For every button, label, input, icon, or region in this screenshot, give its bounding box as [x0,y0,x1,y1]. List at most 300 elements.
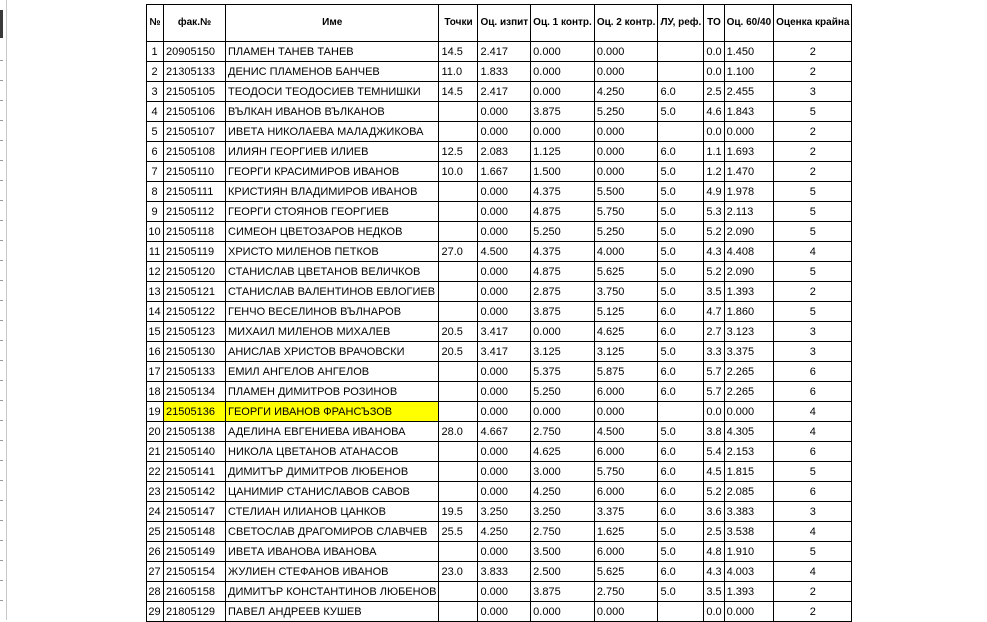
lab-ref-cell[interactable]: 5.0 [658,282,704,302]
student-name-cell[interactable]: ЖУЛИЕН СТЕФАНОВ ИВАНОВ [226,562,439,582]
grade-60-40-cell[interactable]: 2.153 [724,442,774,462]
student-name-cell[interactable]: АНИСЛАВ ХРИСТОВ ВРАЧОВСКИ [226,342,439,362]
row-number[interactable]: 10 [147,222,164,242]
student-name-cell[interactable]: ХРИСТО МИЛЕНОВ ПЕТКОВ [226,242,439,262]
to-cell[interactable]: 0.0 [704,42,724,62]
points-cell[interactable]: 14.5 [439,42,478,62]
faculty-number-cell[interactable]: 21505112 [164,202,226,222]
exam-grade-cell[interactable]: 4.667 [478,422,531,442]
faculty-number-cell[interactable]: 21505111 [164,182,226,202]
faculty-number-cell[interactable]: 21505136 [164,402,226,422]
faculty-number-cell[interactable]: 21505147 [164,502,226,522]
row-number[interactable]: 25 [147,522,164,542]
control-1-cell[interactable]: 2.500 [531,562,595,582]
row-number[interactable]: 27 [147,562,164,582]
control-1-cell[interactable]: 3.125 [531,342,595,362]
control-2-cell[interactable]: 4.625 [594,322,658,342]
control-2-cell[interactable]: 4.000 [594,242,658,262]
control-1-cell[interactable]: 2.750 [531,422,595,442]
points-cell[interactable]: 19.5 [439,502,478,522]
lab-ref-cell[interactable]: 5.0 [658,582,704,602]
control-2-cell[interactable]: 2.750 [594,582,658,602]
final-grade-cell[interactable]: 2 [774,122,852,142]
grade-60-40-cell[interactable]: 1.693 [724,142,774,162]
student-name-cell[interactable]: СТЕЛИАН ИЛИАНОВ ЦАНКОВ [226,502,439,522]
student-name-cell[interactable]: ДЕНИС ПЛАМЕНОВ БАНЧЕВ [226,62,439,82]
faculty-number-cell[interactable]: 21505110 [164,162,226,182]
control-2-cell[interactable]: 5.875 [594,362,658,382]
exam-grade-cell[interactable]: 0.000 [478,302,531,322]
to-cell[interactable]: 1.1 [704,142,724,162]
final-grade-cell[interactable]: 4 [774,422,852,442]
grade-60-40-cell[interactable]: 4.003 [724,562,774,582]
to-cell[interactable]: 3.8 [704,422,724,442]
faculty-number-cell[interactable]: 21505106 [164,102,226,122]
row-number[interactable]: 13 [147,282,164,302]
exam-grade-cell[interactable]: 0.000 [478,542,531,562]
student-name-cell[interactable]: ИЛИЯН ГЕОРГИЕВ ИЛИЕВ [226,142,439,162]
control-2-cell[interactable]: 0.000 [594,602,658,622]
control-2-cell[interactable]: 5.250 [594,102,658,122]
control-1-cell[interactable]: 3.500 [531,542,595,562]
student-name-cell[interactable]: ГЕОРГИ СТОЯНОВ ГЕОРГИЕВ [226,202,439,222]
exam-grade-cell[interactable]: 0.000 [478,442,531,462]
grade-60-40-cell[interactable]: 4.408 [724,242,774,262]
exam-grade-cell[interactable]: 3.833 [478,562,531,582]
faculty-number-cell[interactable]: 21505142 [164,482,226,502]
to-cell[interactable]: 3.6 [704,502,724,522]
control-1-cell[interactable]: 0.000 [531,122,595,142]
grade-60-40-cell[interactable]: 2.265 [724,362,774,382]
final-grade-cell[interactable]: 4 [774,242,852,262]
final-grade-cell[interactable]: 5 [774,102,852,122]
student-name-cell[interactable]: ЦАНИМИР СТАНИСЛАВОВ САВОВ [226,482,439,502]
row-number[interactable]: 29 [147,602,164,622]
grade-60-40-cell[interactable]: 1.910 [724,542,774,562]
lab-ref-cell[interactable] [658,122,704,142]
exam-grade-cell[interactable]: 2.417 [478,82,531,102]
final-grade-cell[interactable]: 4 [774,522,852,542]
row-number[interactable]: 3 [147,82,164,102]
points-cell[interactable] [439,182,478,202]
student-name-cell[interactable]: ДИМИТЪР КОНСТАНТИНОВ ЛЮБЕНОВ [226,582,439,602]
student-name-cell[interactable]: НИКОЛА ЦВЕТАНОВ АТАНАСОВ [226,442,439,462]
control-1-cell[interactable]: 1.125 [531,142,595,162]
exam-grade-cell[interactable]: 0.000 [478,262,531,282]
final-grade-cell[interactable]: 3 [774,82,852,102]
to-cell[interactable]: 0.0 [704,602,724,622]
faculty-number-cell[interactable]: 21505118 [164,222,226,242]
header-final-grade[interactable]: Оценка крайна [774,5,852,42]
student-name-cell[interactable]: ИВЕТА НИКОЛАЕВА МАЛАДЖИКОВА [226,122,439,142]
lab-ref-cell[interactable]: 6.0 [658,322,704,342]
control-1-cell[interactable]: 3.875 [531,582,595,602]
control-1-cell[interactable]: 0.000 [531,402,595,422]
header-faculty-number[interactable]: фак.№ [164,5,226,42]
faculty-number-cell[interactable]: 21805129 [164,602,226,622]
final-grade-cell[interactable]: 5 [774,202,852,222]
final-grade-cell[interactable]: 6 [774,382,852,402]
control-2-cell[interactable]: 5.625 [594,562,658,582]
grade-60-40-cell[interactable]: 2.090 [724,222,774,242]
points-cell[interactable]: 27.0 [439,242,478,262]
grade-60-40-cell[interactable]: 0.000 [724,602,774,622]
lab-ref-cell[interactable]: 5.0 [658,522,704,542]
points-cell[interactable]: 20.5 [439,322,478,342]
exam-grade-cell[interactable]: 4.500 [478,242,531,262]
to-cell[interactable]: 5.7 [704,362,724,382]
control-1-cell[interactable]: 3.875 [531,102,595,122]
points-cell[interactable] [439,402,478,422]
lab-ref-cell[interactable] [658,602,704,622]
to-cell[interactable]: 3.3 [704,342,724,362]
grade-60-40-cell[interactable]: 1.978 [724,182,774,202]
row-number[interactable]: 14 [147,302,164,322]
points-cell[interactable]: 12.5 [439,142,478,162]
to-cell[interactable]: 4.5 [704,462,724,482]
faculty-number-cell[interactable]: 21505121 [164,282,226,302]
header-points[interactable]: Точки [439,5,478,42]
points-cell[interactable] [439,442,478,462]
row-number[interactable]: 2 [147,62,164,82]
student-name-cell[interactable]: ПЛАМЕН ТАНЕВ ТАНЕВ [226,42,439,62]
control-1-cell[interactable]: 2.750 [531,522,595,542]
faculty-number-cell[interactable]: 21505130 [164,342,226,362]
final-grade-cell[interactable]: 5 [774,222,852,242]
faculty-number-cell[interactable]: 21305133 [164,62,226,82]
grade-60-40-cell[interactable]: 1.815 [724,462,774,482]
control-1-cell[interactable]: 0.000 [531,322,595,342]
final-grade-cell[interactable]: 2 [774,602,852,622]
exam-grade-cell[interactable]: 3.417 [478,322,531,342]
exam-grade-cell[interactable]: 0.000 [478,362,531,382]
final-grade-cell[interactable]: 2 [774,142,852,162]
control-2-cell[interactable]: 5.625 [594,262,658,282]
row-number[interactable]: 19 [147,402,164,422]
row-number[interactable]: 9 [147,202,164,222]
student-name-cell[interactable]: ЕМИЛ АНГЕЛОВ АНГЕЛОВ [226,362,439,382]
lab-ref-cell[interactable]: 6.0 [658,482,704,502]
points-cell[interactable] [439,302,478,322]
exam-grade-cell[interactable]: 0.000 [478,202,531,222]
points-cell[interactable]: 25.5 [439,522,478,542]
grade-60-40-cell[interactable]: 1.100 [724,62,774,82]
exam-grade-cell[interactable]: 3.417 [478,342,531,362]
control-1-cell[interactable]: 4.375 [531,242,595,262]
exam-grade-cell[interactable]: 1.833 [478,62,531,82]
final-grade-cell[interactable]: 3 [774,342,852,362]
control-1-cell[interactable]: 2.875 [531,282,595,302]
exam-grade-cell[interactable]: 0.000 [478,602,531,622]
student-name-cell[interactable]: МИХАИЛ МИЛЕНОВ МИХАЛЕВ [226,322,439,342]
final-grade-cell[interactable]: 6 [774,482,852,502]
points-cell[interactable] [439,222,478,242]
control-2-cell[interactable]: 1.625 [594,522,658,542]
student-name-cell[interactable]: АДЕЛИНА ЕВГЕНИЕВА ИВАНОВА [226,422,439,442]
row-number[interactable]: 23 [147,482,164,502]
control-1-cell[interactable]: 1.500 [531,162,595,182]
faculty-number-cell[interactable]: 21505138 [164,422,226,442]
points-cell[interactable] [439,482,478,502]
exam-grade-cell[interactable]: 1.667 [478,162,531,182]
to-cell[interactable]: 5.7 [704,382,724,402]
control-1-cell[interactable]: 0.000 [531,602,595,622]
to-cell[interactable]: 0.0 [704,62,724,82]
row-number[interactable]: 7 [147,162,164,182]
to-cell[interactable]: 5.2 [704,262,724,282]
grade-60-40-cell[interactable]: 2.455 [724,82,774,102]
to-cell[interactable]: 4.3 [704,242,724,262]
lab-ref-cell[interactable]: 5.0 [658,182,704,202]
faculty-number-cell[interactable]: 21505122 [164,302,226,322]
lab-ref-cell[interactable]: 6.0 [658,382,704,402]
row-number[interactable]: 16 [147,342,164,362]
header-grade-60-40[interactable]: Оц. 60/40 [724,5,774,42]
grade-60-40-cell[interactable]: 3.383 [724,502,774,522]
to-cell[interactable]: 5.3 [704,202,724,222]
control-2-cell[interactable]: 6.000 [594,442,658,462]
student-name-cell[interactable]: ГЕОРГИ КРАСИМИРОВ ИВАНОВ [226,162,439,182]
control-2-cell[interactable]: 3.125 [594,342,658,362]
to-cell[interactable]: 0.0 [704,122,724,142]
to-cell[interactable]: 4.7 [704,302,724,322]
control-1-cell[interactable]: 5.250 [531,382,595,402]
exam-grade-cell[interactable]: 0.000 [478,462,531,482]
grade-60-40-cell[interactable]: 3.538 [724,522,774,542]
lab-ref-cell[interactable]: 5.0 [658,262,704,282]
header-control-2[interactable]: Оц. 2 контр. [594,5,658,42]
student-name-cell[interactable]: ГЕОРГИ ИВАНОВ ФРАНСЪЗОВ [226,402,439,422]
lab-ref-cell[interactable]: 5.0 [658,242,704,262]
control-2-cell[interactable]: 6.000 [594,382,658,402]
header-lab-ref[interactable]: ЛУ, реф. [658,5,704,42]
control-2-cell[interactable]: 5.750 [594,202,658,222]
points-cell[interactable] [439,582,478,602]
to-cell[interactable]: 5.4 [704,442,724,462]
row-number[interactable]: 12 [147,262,164,282]
exam-grade-cell[interactable]: 0.000 [478,402,531,422]
faculty-number-cell[interactable]: 21505119 [164,242,226,262]
row-number[interactable]: 1 [147,42,164,62]
control-2-cell[interactable]: 6.000 [594,482,658,502]
grade-60-40-cell[interactable]: 1.843 [724,102,774,122]
header-name[interactable]: Име [226,5,439,42]
final-grade-cell[interactable]: 5 [774,542,852,562]
control-1-cell[interactable]: 4.875 [531,202,595,222]
grade-60-40-cell[interactable]: 2.085 [724,482,774,502]
to-cell[interactable]: 4.9 [704,182,724,202]
lab-ref-cell[interactable]: 6.0 [658,302,704,322]
grade-60-40-cell[interactable]: 1.860 [724,302,774,322]
exam-grade-cell[interactable]: 4.250 [478,522,531,542]
exam-grade-cell[interactable]: 3.250 [478,502,531,522]
grade-60-40-cell[interactable]: 1.393 [724,282,774,302]
row-number[interactable]: 5 [147,122,164,142]
grade-60-40-cell[interactable]: 1.393 [724,582,774,602]
control-1-cell[interactable]: 4.875 [531,262,595,282]
points-cell[interactable]: 14.5 [439,82,478,102]
student-name-cell[interactable]: ГЕНЧО ВЕСЕЛИНОВ ВЪЛНАРОВ [226,302,439,322]
control-1-cell[interactable]: 5.375 [531,362,595,382]
exam-grade-cell[interactable]: 0.000 [478,222,531,242]
lab-ref-cell[interactable]: 5.0 [658,422,704,442]
header-exam-grade[interactable]: Оц. изпит [478,5,531,42]
faculty-number-cell[interactable]: 21605158 [164,582,226,602]
control-1-cell[interactable]: 3.250 [531,502,595,522]
row-number[interactable]: 8 [147,182,164,202]
faculty-number-cell[interactable]: 21505154 [164,562,226,582]
row-number[interactable]: 6 [147,142,164,162]
lab-ref-cell[interactable]: 6.0 [658,442,704,462]
row-number[interactable]: 26 [147,542,164,562]
control-2-cell[interactable]: 0.000 [594,402,658,422]
control-2-cell[interactable]: 6.000 [594,542,658,562]
student-name-cell[interactable]: СТАНИСЛАВ ВАЛЕНТИНОВ ЕВЛОГИЕВ [226,282,439,302]
faculty-number-cell[interactable]: 21505148 [164,522,226,542]
grade-60-40-cell[interactable]: 0.000 [724,122,774,142]
grade-60-40-cell[interactable]: 3.123 [724,322,774,342]
control-2-cell[interactable]: 4.500 [594,422,658,442]
points-cell[interactable]: 11.0 [439,62,478,82]
lab-ref-cell[interactable]: 5.0 [658,542,704,562]
control-1-cell[interactable]: 5.250 [531,222,595,242]
exam-grade-cell[interactable]: 0.000 [478,282,531,302]
row-number[interactable]: 21 [147,442,164,462]
exam-grade-cell[interactable]: 2.083 [478,142,531,162]
grade-60-40-cell[interactable]: 2.090 [724,262,774,282]
student-name-cell[interactable]: СИМЕОН ЦВЕТОЗАРОВ НЕДКОВ [226,222,439,242]
to-cell[interactable]: 3.5 [704,282,724,302]
final-grade-cell[interactable]: 6 [774,442,852,462]
control-1-cell[interactable]: 4.375 [531,182,595,202]
to-cell[interactable]: 4.8 [704,542,724,562]
faculty-number-cell[interactable]: 20905150 [164,42,226,62]
control-2-cell[interactable]: 3.375 [594,502,658,522]
to-cell[interactable]: 3.5 [704,582,724,602]
points-cell[interactable] [439,362,478,382]
row-number[interactable]: 11 [147,242,164,262]
points-cell[interactable] [439,382,478,402]
faculty-number-cell[interactable]: 21505120 [164,262,226,282]
final-grade-cell[interactable]: 2 [774,42,852,62]
lab-ref-cell[interactable]: 5.0 [658,162,704,182]
row-number[interactable]: 15 [147,322,164,342]
student-name-cell[interactable]: СВЕТОСЛАВ ДРАГОМИРОВ СЛАВЧЕВ [226,522,439,542]
lab-ref-cell[interactable]: 5.0 [658,202,704,222]
control-2-cell[interactable]: 5.125 [594,302,658,322]
control-1-cell[interactable]: 4.625 [531,442,595,462]
header-no[interactable]: № [147,5,164,42]
student-name-cell[interactable]: ТЕОДОСИ ТЕОДОСИЕВ ТЕМНИШКИ [226,82,439,102]
final-grade-cell[interactable]: 6 [774,362,852,382]
lab-ref-cell[interactable]: 5.0 [658,342,704,362]
lab-ref-cell[interactable]: 6.0 [658,142,704,162]
points-cell[interactable] [439,262,478,282]
lab-ref-cell[interactable]: 6.0 [658,502,704,522]
to-cell[interactable]: 4.3 [704,562,724,582]
control-1-cell[interactable]: 3.000 [531,462,595,482]
header-to[interactable]: ТО [704,5,724,42]
student-name-cell[interactable]: СТАНИСЛАВ ЦВЕТАНОВ ВЕЛИЧКОВ [226,262,439,282]
control-2-cell[interactable]: 5.250 [594,222,658,242]
faculty-number-cell[interactable]: 21505134 [164,382,226,402]
to-cell[interactable]: 2.7 [704,322,724,342]
points-cell[interactable]: 20.5 [439,342,478,362]
to-cell[interactable]: 5.2 [704,482,724,502]
points-cell[interactable] [439,602,478,622]
grade-60-40-cell[interactable]: 2.265 [724,382,774,402]
lab-ref-cell[interactable]: 6.0 [658,82,704,102]
control-1-cell[interactable]: 0.000 [531,62,595,82]
faculty-number-cell[interactable]: 21505108 [164,142,226,162]
points-cell[interactable] [439,462,478,482]
exam-grade-cell[interactable]: 0.000 [478,122,531,142]
points-cell[interactable] [439,122,478,142]
control-2-cell[interactable]: 0.000 [594,62,658,82]
faculty-number-cell[interactable]: 21505149 [164,542,226,562]
final-grade-cell[interactable]: 3 [774,502,852,522]
final-grade-cell[interactable]: 4 [774,402,852,422]
student-name-cell[interactable]: ИВЕТА ИВАНОВА ИВАНОВА [226,542,439,562]
faculty-number-cell[interactable]: 21505123 [164,322,226,342]
final-grade-cell[interactable]: 5 [774,302,852,322]
final-grade-cell[interactable]: 4 [774,562,852,582]
exam-grade-cell[interactable]: 0.000 [478,102,531,122]
points-cell[interactable] [439,102,478,122]
final-grade-cell[interactable]: 2 [774,62,852,82]
final-grade-cell[interactable]: 2 [774,282,852,302]
lab-ref-cell[interactable] [658,42,704,62]
control-1-cell[interactable]: 0.000 [531,82,595,102]
points-cell[interactable]: 28.0 [439,422,478,442]
grade-60-40-cell[interactable]: 1.470 [724,162,774,182]
control-2-cell[interactable]: 5.500 [594,182,658,202]
points-cell[interactable] [439,282,478,302]
final-grade-cell[interactable]: 3 [774,322,852,342]
grade-60-40-cell[interactable]: 1.450 [724,42,774,62]
control-2-cell[interactable]: 5.750 [594,462,658,482]
student-name-cell[interactable]: ДИМИТЪР ДИМИТРОВ ЛЮБЕНОВ [226,462,439,482]
exam-grade-cell[interactable]: 0.000 [478,182,531,202]
exam-grade-cell[interactable]: 0.000 [478,482,531,502]
faculty-number-cell[interactable]: 21505140 [164,442,226,462]
row-number[interactable]: 24 [147,502,164,522]
student-name-cell[interactable]: КРИСТИЯН ВЛАДИМИРОВ ИВАНОВ [226,182,439,202]
control-1-cell[interactable]: 4.250 [531,482,595,502]
faculty-number-cell[interactable]: 21505107 [164,122,226,142]
lab-ref-cell[interactable]: 5.0 [658,102,704,122]
lab-ref-cell[interactable]: 6.0 [658,462,704,482]
lab-ref-cell[interactable]: 6.0 [658,362,704,382]
row-number[interactable]: 22 [147,462,164,482]
grade-60-40-cell[interactable]: 0.000 [724,402,774,422]
final-grade-cell[interactable]: 2 [774,582,852,602]
student-name-cell[interactable]: ПАВЕЛ АНДРЕЕВ КУШЕВ [226,602,439,622]
row-number[interactable]: 28 [147,582,164,602]
control-2-cell[interactable]: 0.000 [594,122,658,142]
exam-grade-cell[interactable]: 2.417 [478,42,531,62]
points-cell[interactable] [439,202,478,222]
points-cell[interactable]: 10.0 [439,162,478,182]
control-1-cell[interactable]: 0.000 [531,42,595,62]
lab-ref-cell[interactable] [658,402,704,422]
faculty-number-cell[interactable]: 21505133 [164,362,226,382]
exam-grade-cell[interactable]: 0.000 [478,582,531,602]
grade-60-40-cell[interactable]: 3.375 [724,342,774,362]
lab-ref-cell[interactable]: 6.0 [658,562,704,582]
faculty-number-cell[interactable]: 21505141 [164,462,226,482]
header-control-1[interactable]: Оц. 1 контр. [531,5,595,42]
